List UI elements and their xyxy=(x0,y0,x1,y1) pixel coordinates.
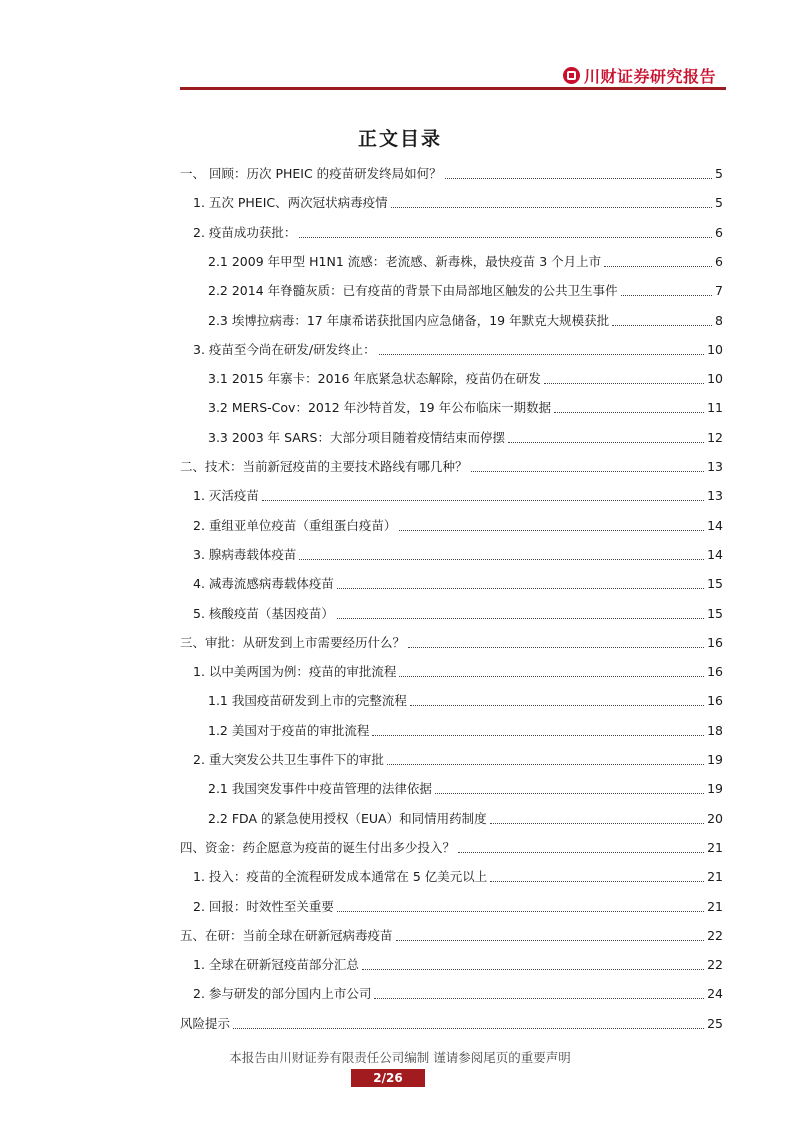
toc-entry-page: 19 xyxy=(707,752,723,767)
toc-entry-page: 13 xyxy=(707,459,723,474)
toc-entry[interactable] xyxy=(208,418,723,446)
toc-dot-leader xyxy=(399,530,704,531)
toc-entry[interactable] xyxy=(180,154,723,182)
toc-entry-page: 25 xyxy=(707,1015,723,1031)
toc-entry-label: 2.2 2014 年脊髓灰质：已有疫苗的背景下由局部地区触发的公共卫生事件 xyxy=(208,283,618,299)
toc-entry-label: 1. 全球在研新冠疫苗部分汇总 xyxy=(193,957,359,973)
toc-entry[interactable] xyxy=(193,945,723,973)
toc-entry-label: 2.2 FDA 的紧急使用授权（EUA）和同情用药制度 xyxy=(208,810,487,826)
toc-dot-leader xyxy=(262,500,704,501)
toc-entry-label: 二、技术：当前新冠疫苗的主要技术路线有哪几种？ xyxy=(180,459,468,474)
toc-entry-label: 2. 重大突发公共卫生事件下的审批 xyxy=(193,752,384,767)
toc-dot-leader xyxy=(410,705,704,706)
toc-entry[interactable] xyxy=(180,1004,723,1032)
toc-dot-leader xyxy=(337,618,704,619)
toc-entry[interactable] xyxy=(193,506,723,534)
toc-dot-leader xyxy=(396,940,705,941)
toc-entry-label: 四、资金：药企愿意为疫苗的诞生付出多少投入？ xyxy=(180,839,456,855)
toc-entry-page: 22 xyxy=(707,957,723,973)
toc-entry[interactable] xyxy=(208,799,723,827)
toc-dot-leader xyxy=(362,969,704,970)
toc-entry[interactable] xyxy=(193,213,723,241)
header-title: 川财证券研究报告 xyxy=(583,67,716,86)
toc-entry[interactable] xyxy=(208,681,723,709)
toc-entry[interactable] xyxy=(193,535,723,563)
toc-entry-label: 1. 以中美两国为例：疫苗的审批流程 xyxy=(193,664,397,680)
toc-dot-leader xyxy=(621,295,712,296)
toc-entry-page: 6 xyxy=(715,224,723,240)
toc-entry[interactable] xyxy=(193,652,723,680)
toc-entry-page: 16 xyxy=(707,634,723,650)
toc-dot-leader xyxy=(612,325,712,326)
toc-entry[interactable] xyxy=(193,857,723,885)
toc-entry[interactable] xyxy=(180,828,723,856)
toc-dot-leader xyxy=(445,178,712,179)
toc-entry-label: 1. 灭活疫苗 xyxy=(193,488,259,504)
toc-entry-label: 风险提示 xyxy=(180,1015,231,1031)
toc-entry-page: 5 xyxy=(715,166,723,181)
toc-dot-leader xyxy=(387,764,704,765)
toc-entry-page: 16 xyxy=(707,693,723,709)
toc-entry-label: 1. 投入：疫苗的全流程研发成本通常在 5 亿美元以上 xyxy=(193,869,488,885)
toc-dot-leader xyxy=(490,823,705,824)
toc-entry-page: 15 xyxy=(707,605,723,621)
toc-dot-leader xyxy=(337,911,704,912)
toc-entry[interactable] xyxy=(208,271,723,299)
toc-entry-label: 2. 参与研发的部分国内上市公司 xyxy=(193,986,372,1002)
toc-entry[interactable] xyxy=(193,183,723,211)
toc-dot-leader xyxy=(379,354,704,355)
toc-entry[interactable] xyxy=(208,301,723,329)
toc-entry-page: 10 xyxy=(707,371,723,387)
toc-entry-label: 2.1 我国突发事件中疫苗管理的法律依据 xyxy=(208,781,432,797)
toc-entry[interactable] xyxy=(193,564,723,592)
toc-entry[interactable] xyxy=(193,740,723,768)
toc-entry-page: 21 xyxy=(707,898,723,914)
toc-dot-leader xyxy=(299,237,712,238)
toc-dot-leader xyxy=(544,383,704,384)
toc-dot-leader xyxy=(372,735,704,736)
toc-entry[interactable] xyxy=(208,769,723,797)
toc-entry-label: 3. 疫苗至今尚在研发/研发终止： xyxy=(193,341,376,357)
toc-entry-page: 22 xyxy=(707,927,723,943)
toc-dot-leader xyxy=(337,588,704,589)
toc-entry[interactable] xyxy=(208,359,723,387)
toc-entry[interactable] xyxy=(208,711,723,739)
toc-entry-label: 1.2 美国对于疫苗的审批流程 xyxy=(208,722,370,738)
toc-entry-page: 18 xyxy=(707,722,723,738)
toc-entry-page: 6 xyxy=(715,253,723,269)
toc-dot-leader xyxy=(399,676,704,677)
toc-entry-label: 3.3 2003 年 SARS：大部分项目随着疫情结束而停摆 xyxy=(208,429,505,445)
footer-disclaimer: 本报告由川财证券有限责任公司编制 谨请参阅尾页的重要声明 xyxy=(229,1050,571,1065)
toc-entry-label: 2.1 2009 年甲型 H1N1 流感：老流感、新毒株，最快疫苗 3 个月上市 xyxy=(208,253,602,269)
toc-entry[interactable] xyxy=(180,447,723,475)
toc-entry-page: 7 xyxy=(715,283,723,299)
toc-entry[interactable] xyxy=(193,476,723,504)
toc-entry-page: 13 xyxy=(707,488,723,504)
toc-entry-page: 11 xyxy=(707,400,723,416)
toc-entry-page: 14 xyxy=(707,517,723,533)
toc-dot-leader xyxy=(374,998,704,999)
toc-dot-leader xyxy=(435,793,704,794)
toc-entry[interactable] xyxy=(180,916,723,944)
toc-entry[interactable] xyxy=(193,330,723,358)
toc-entry-page: 8 xyxy=(715,312,723,328)
toc-dot-leader xyxy=(554,412,704,413)
toc-entry-label: 1. 五次 PHEIC、两次冠状病毒疫情 xyxy=(193,195,388,211)
toc-entry[interactable] xyxy=(193,887,723,915)
toc-dot-leader xyxy=(458,852,704,853)
toc-entry[interactable] xyxy=(208,242,723,270)
toc-entry-page: 19 xyxy=(707,781,723,797)
toc-dot-leader xyxy=(471,471,705,472)
toc-entry[interactable] xyxy=(180,623,723,651)
toc-entry-label: 一、 回顾：历次 PHEIC 的疫苗研发终局如何？ xyxy=(180,166,442,181)
toc-entry-label: 2. 疫苗成功获批： xyxy=(193,224,297,240)
toc-entry-page: 21 xyxy=(707,869,723,885)
toc-entry-label: 五、在研：当前全球在研新冠病毒疫苗 xyxy=(180,927,393,943)
toc-dot-leader xyxy=(604,266,712,267)
toc-entry[interactable] xyxy=(193,594,723,622)
page-indicator: 2/26 xyxy=(351,1069,425,1087)
company-logo-icon xyxy=(563,67,580,84)
toc-entry-label: 3. 腺病毒载体疫苗 xyxy=(193,546,297,562)
toc-dot-leader xyxy=(508,442,704,443)
toc-entry-page: 24 xyxy=(707,986,723,1002)
toc-entry-page: 5 xyxy=(715,195,723,211)
toc-dot-leader xyxy=(408,647,704,648)
toc-entry-label: 3.2 MERS-Cov：2012 年沙特首发，19 年公布临床一期数据 xyxy=(208,400,552,416)
toc-entry-page: 21 xyxy=(707,839,723,855)
toc-entry-page: 15 xyxy=(707,576,723,592)
toc-entry-label: 5. 核酸疫苗（基因疫苗） xyxy=(193,605,334,621)
report-header xyxy=(563,64,716,87)
toc-entry-label: 2. 回报：时效性至关重要 xyxy=(193,898,334,914)
toc-entry[interactable] xyxy=(193,974,723,1002)
toc-entry-label: 2. 重组亚单位疫苗（重组蛋白疫苗） xyxy=(193,517,397,533)
toc-dot-leader xyxy=(299,559,704,560)
toc-entry-label: 4. 减毒流感病毒载体疫苗 xyxy=(193,576,334,592)
toc-entry-page: 16 xyxy=(707,664,723,680)
toc-dot-leader xyxy=(490,881,704,882)
toc-entry-page: 20 xyxy=(707,810,723,826)
header-rule xyxy=(180,87,726,90)
toc-entry-label: 3.1 2015 年寨卡：2016 年底紧急状态解除，疫苗仍在研发 xyxy=(208,371,541,387)
toc-entry-page: 12 xyxy=(707,429,723,445)
toc-entry[interactable] xyxy=(208,388,723,416)
toc-entry-label: 2.3 埃博拉病毒：17 年康希诺获批国内应急储备，19 年默克大规模获批 xyxy=(208,312,610,328)
toc-entry-label: 1.1 我国疫苗研发到上市的完整流程 xyxy=(208,693,407,709)
toc-title: 正文目录 xyxy=(357,128,442,150)
toc-entry-page: 10 xyxy=(707,341,723,357)
toc-entry-page: 14 xyxy=(707,546,723,562)
toc-dot-leader xyxy=(233,1028,704,1029)
toc-dot-leader xyxy=(391,207,712,208)
toc-entry-label: 三、审批：从研发到上市需要经历什么？ xyxy=(180,634,406,650)
